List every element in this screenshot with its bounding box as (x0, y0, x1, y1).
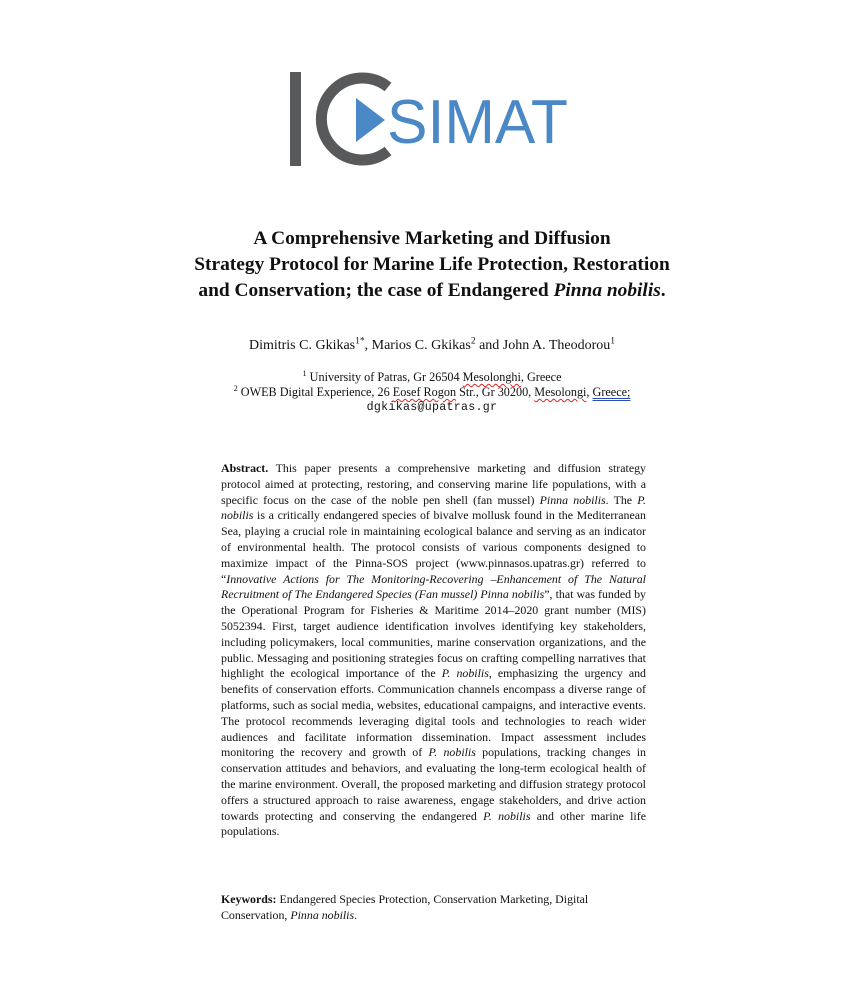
abstract-label: Abstract. (221, 461, 269, 475)
author-sep: , (364, 338, 372, 353)
affiliation-2-country: Greece; (592, 385, 631, 399)
author-2-affil: 2 (470, 336, 476, 347)
abstract-text: populations, tracking changes in conservation attitudes and behaviors, and evaluating the long-term ecological health of the marine environment. Overall, the proposed marketing and diffusion strategy protocol offers a structured approach to raise awareness, engage stakeholders, and drive action towards protecting and conserving the endangered (221, 745, 646, 823)
abstract-species: Pinna nobilis (539, 492, 606, 507)
abstract-text: is a critically endangered species of bivalve mollusk found in the Mediterranean Sea, playing a crucial role in maintaining ecological balance and serving as an indicator of environmental health. The protocol consists of various components designed to maximize impact of the Pinna-SOS project (www.pinnasos.upatras.gr) referred to “ (221, 508, 646, 586)
abstract-species: P. nobilis (483, 808, 531, 823)
affiliation-1-town: Mesolonghi (462, 370, 521, 384)
affiliation-2-text: OWEB Digital Experience, 26 (237, 385, 393, 399)
logo-play-icon (356, 98, 385, 142)
affiliation-1 (150, 370, 714, 385)
icsimat-logo (288, 70, 578, 170)
affiliation-2-street: Eosef Rogon (392, 385, 457, 399)
keywords (221, 892, 646, 924)
abstract (221, 461, 646, 840)
abstract-species: P. nobilis (221, 492, 646, 523)
title-line-1: A Comprehensive Marketing and Diffusion (253, 228, 611, 249)
title-period: . (660, 280, 666, 301)
abstract-text: and other marine life populations. (221, 808, 646, 839)
logo-mark (288, 70, 578, 170)
author-3-affil: 1 (610, 336, 616, 347)
abstract-text: This paper presents a comprehensive marketing and diffusion strategy protocol aimed at protecting, restoring, and conserving marine life populations, with a specific focus on the case of the noble pen shell (fan mussel) (221, 461, 646, 507)
title-species: Pinna nobilis (553, 280, 661, 301)
affiliation-2 (150, 385, 714, 400)
affiliation-1-country: , Greece (520, 370, 562, 384)
keywords-label: Keywords: (221, 892, 277, 906)
logo-wordmark: SIMAT (387, 88, 568, 157)
author-sep: and (475, 338, 503, 353)
corresponding-email[interactable]: dgkikas@upatras.gr (366, 401, 498, 414)
keywords-species: Pinna nobilis (290, 907, 355, 922)
abstract-text: , emphasizing the urgency and benefits of conservation efforts. Communication channels encompass a diverse range of platforms, such as social media, websites, educational campaigns, and interactive events. The protocol recommends leveraging digital tools and technologies to reach wider audiences and facilitate information dissemination. Impact assessment includes monitoring the recovery and growth of (221, 666, 646, 760)
abstract-project-title: Innovative Actions for The Monitoring-Recovering –Enhancement of The Natural Recruitment of The Endangered Species (Fan mussel) Pinna nobilis (221, 571, 646, 602)
affiliation-1-mark: 1 (302, 368, 307, 378)
author-1: Dimitris C. Gkikas (248, 338, 356, 353)
author-list (150, 337, 714, 355)
abstract-text: . The (605, 492, 638, 507)
affiliation-2-mark: 2 (233, 383, 238, 393)
author-1-affil: 1* (355, 336, 365, 347)
affiliations (150, 370, 714, 415)
paper-title (150, 226, 714, 304)
abstract-species: P. nobilis (428, 745, 476, 760)
title-line-3 (150, 278, 714, 304)
affiliation-2-sep: , (586, 385, 593, 399)
title-line-3-text: and Conservation; the case of Endangered (198, 280, 554, 301)
keywords-text: Endangered Species Protection, Conservation Marketing, Digital Conservation, (221, 892, 589, 922)
abstract-species: P. nobilis (441, 666, 489, 681)
affiliation-2-postcode: Str., Gr 30200, (456, 385, 535, 399)
author-3: John A. Theodorou (502, 338, 611, 353)
title-line-2: Strategy Protocol for Marine Life Protection, Restoration (194, 254, 670, 275)
logo-bar (290, 72, 301, 166)
author-2: Marios C. Gkikas (371, 338, 471, 353)
keywords-period: . (354, 907, 358, 922)
abstract-text: ”, that was funded by the Operational Program for Fisheries & Maritime 2014–2020 grant number (MIS) 5052394. First, target audience identification involves identifying key stakeholders, including policymakers, local communities, marine conservation organizations, and the public. Messaging and positioning strategies focus on crafting compelling narratives that highlight the ecological importance of the (221, 587, 647, 681)
affiliation-1-text: University of Patras, Gr 26504 (306, 370, 463, 384)
affiliation-2-town: Mesolongi (534, 385, 587, 399)
